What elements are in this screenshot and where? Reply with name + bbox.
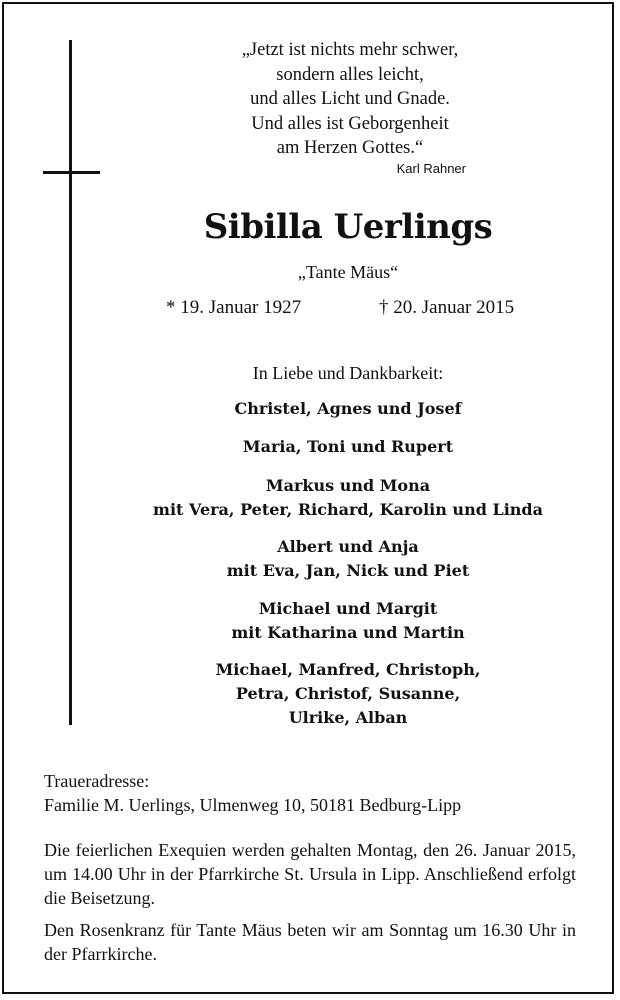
mourner-group xyxy=(90,597,606,645)
mourners-intro: In Liebe und Dankbarkeit: xyxy=(252,363,444,383)
mourner-group xyxy=(90,435,606,459)
mourner-line: Albert und Anja xyxy=(277,537,419,556)
mourner-line: Ulrike, Alban xyxy=(288,708,408,727)
mourner-line: mit Eva, Jan, Nick und Piet xyxy=(226,561,470,580)
funeral-address xyxy=(44,769,576,817)
mourner-group xyxy=(90,397,606,421)
mourner-group xyxy=(90,535,606,583)
mourner-line: Michael und Margit xyxy=(258,599,438,618)
quote-line: und alles Licht und Gnade. xyxy=(250,89,450,109)
cross-icon-bar xyxy=(43,171,100,174)
mourner-line: mit Vera, Peter, Richard, Karolin und Linda xyxy=(153,500,543,519)
quote-line: am Herzen Gottes.“ xyxy=(276,138,424,158)
mourner-line: Christel, Agnes und Josef xyxy=(234,399,462,418)
deceased-nickname: „Tante Mäus“ xyxy=(297,262,399,282)
mourner-group xyxy=(90,474,606,522)
quote xyxy=(200,38,500,161)
deceased-name: Sibilla Uerlings xyxy=(203,207,493,247)
mourner-line: Petra, Christof, Susanne, xyxy=(235,684,461,703)
quote-author: Karl Rahner xyxy=(396,161,466,176)
quote-line: Und alles ist Geborgenheit xyxy=(251,113,449,134)
mourner-line: Markus und Mona xyxy=(265,476,431,495)
mourner-line: Maria, Toni und Rupert xyxy=(242,437,454,456)
birth-date: * 19. Januar 1927 xyxy=(166,297,302,318)
address-value: Familie M. Uerlings, Ulmenweg 10, 50181 Bedburg-Lipp xyxy=(44,795,462,815)
rosary-notice: Den Rosenkranz für Tante Mäus beten wir am Sonntag um 16.30 Uhr in der Pfarrkirche. xyxy=(44,920,576,964)
quote-line: „Jetzt ist nichts mehr schwer, xyxy=(241,40,459,60)
exequies-notice: Die feierlichen Exequien werden gehalten Montag, den 26. Januar 2015, um 14.00 Uhr in der Pfarrkirche St. Ursula in Lipp. Anschließend erfolgt die Beisetzung. xyxy=(44,840,576,908)
cross-icon xyxy=(69,40,72,725)
death-date: † 20. Januar 2015 xyxy=(379,297,515,318)
mourner-line: mit Katharina und Martin xyxy=(231,623,465,642)
address-label: Traueradresse: xyxy=(44,771,150,791)
mourner-group xyxy=(90,658,606,730)
mourner-line: Michael, Manfred, Christoph, xyxy=(215,660,481,679)
quote-line: sondern alles leicht, xyxy=(276,64,424,85)
